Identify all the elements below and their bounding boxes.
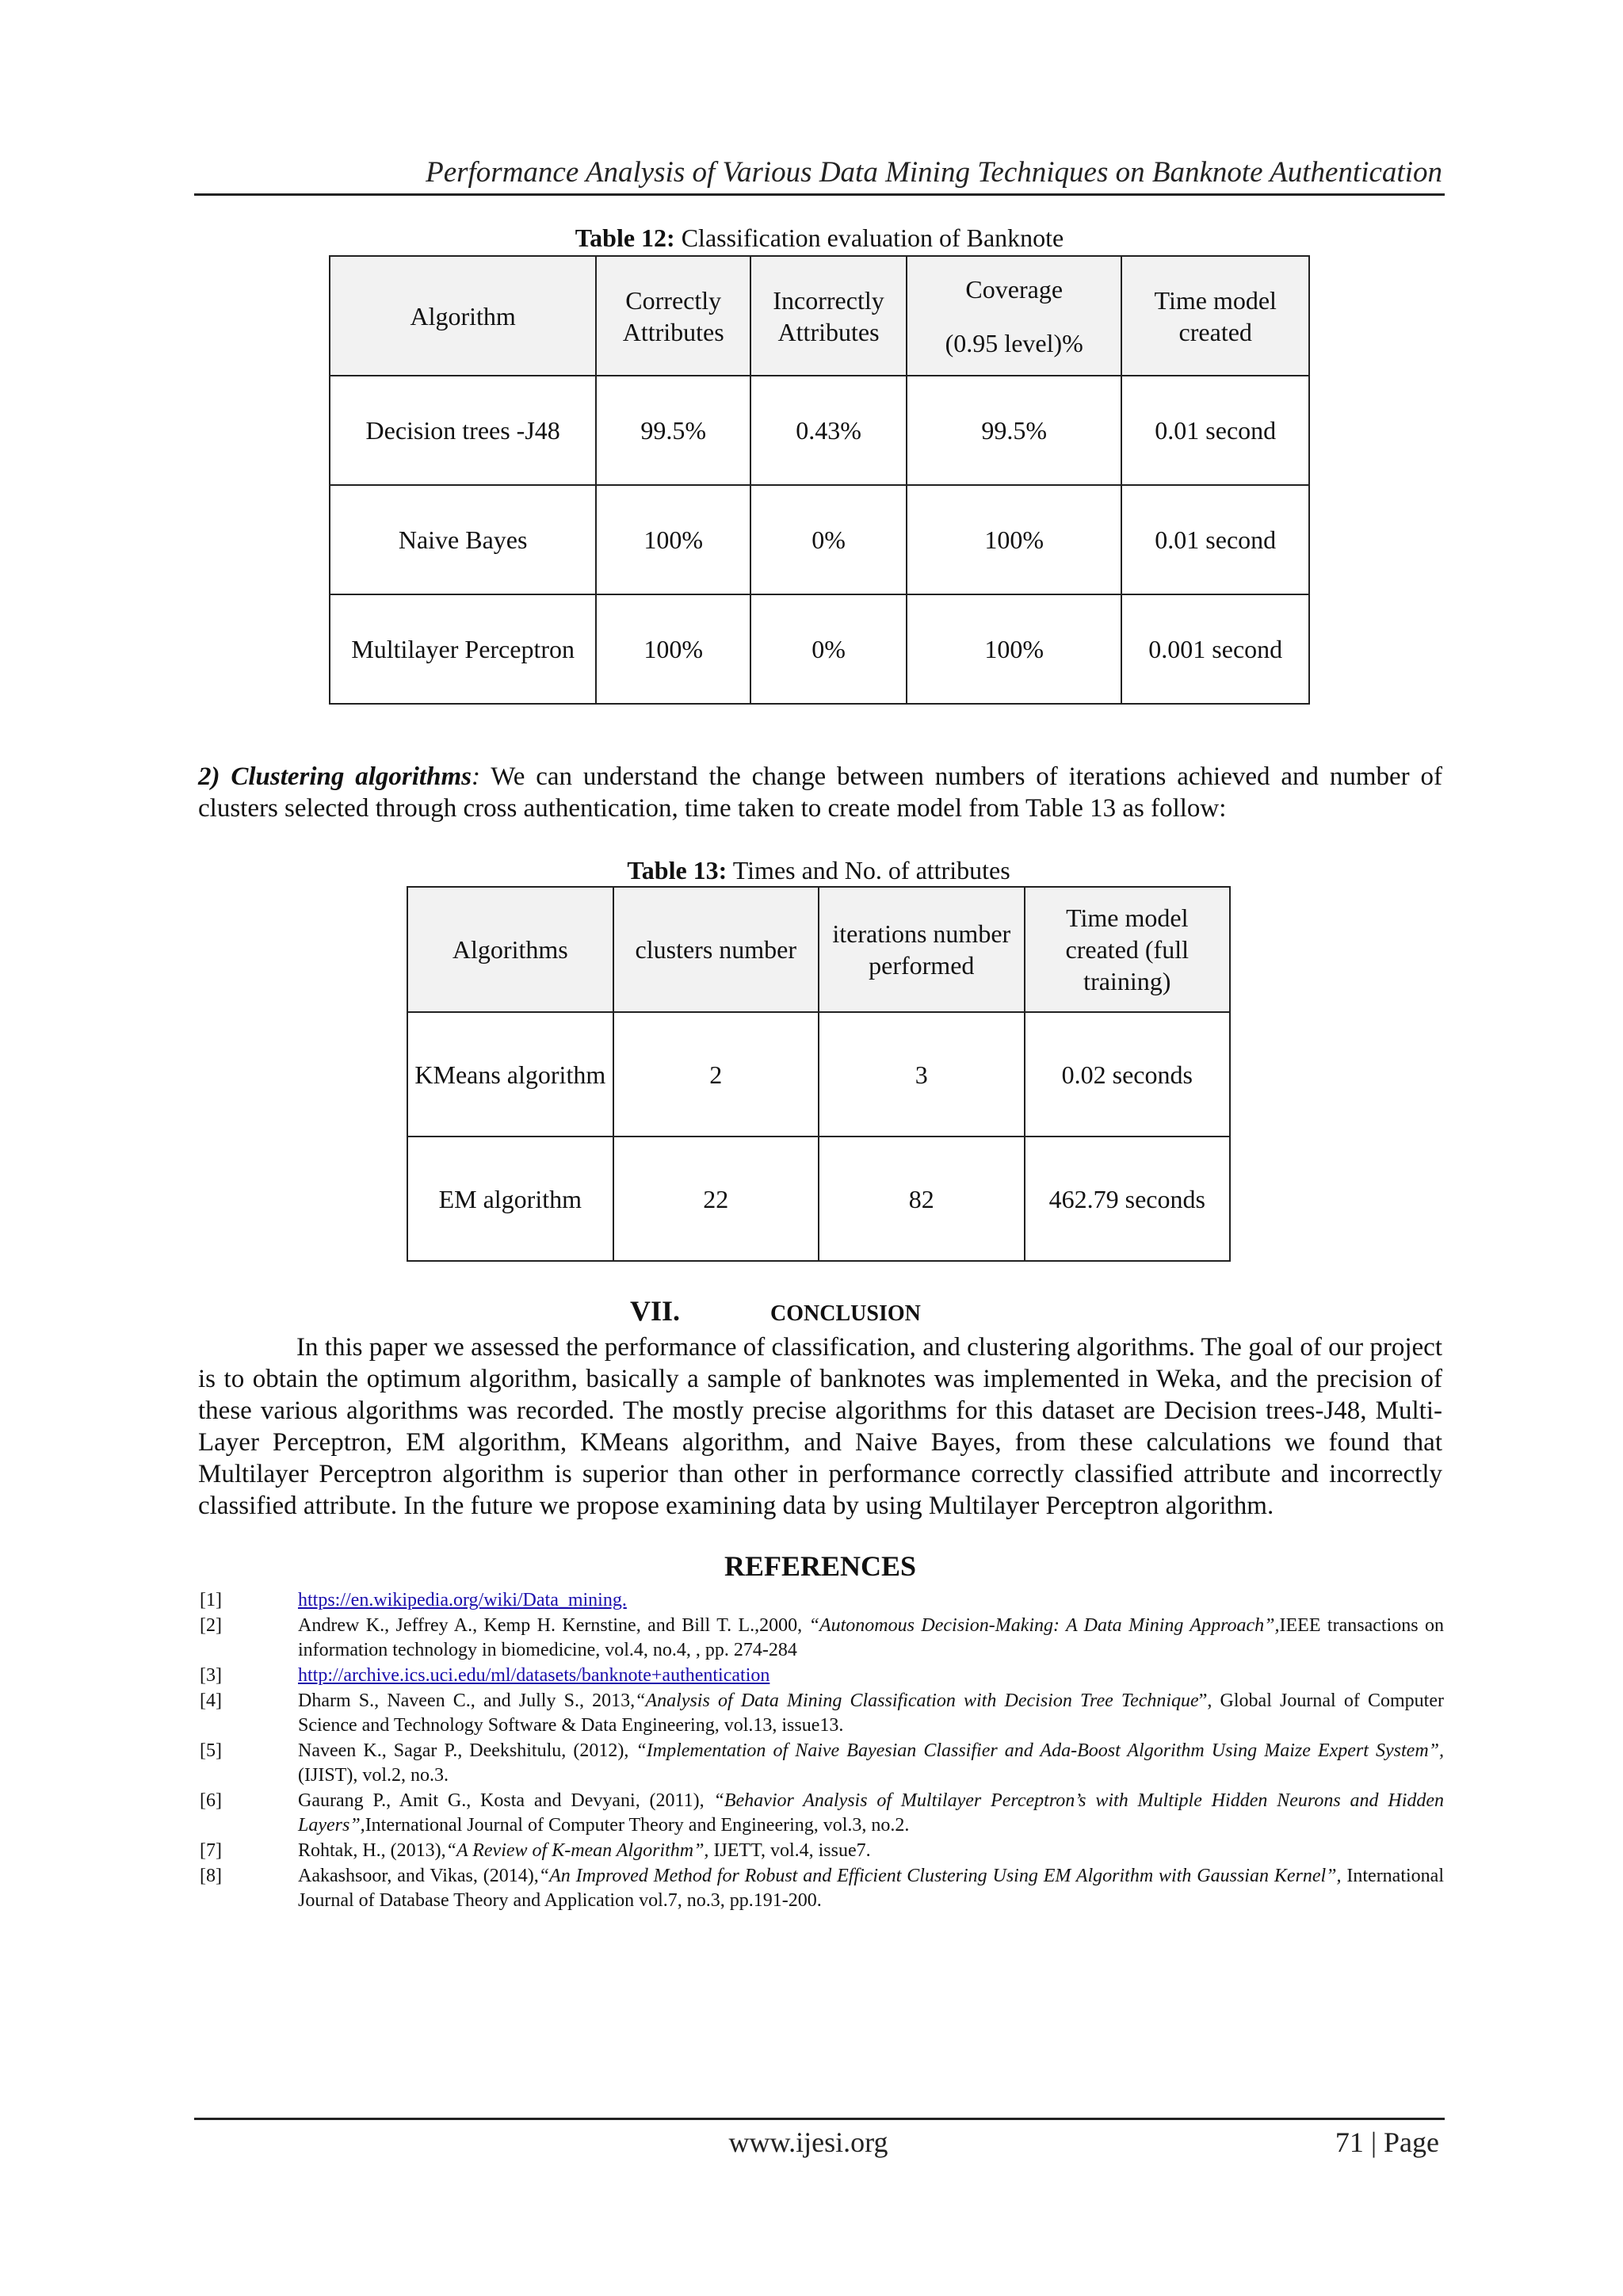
table12-cell-time: 0.001 second	[1121, 594, 1309, 704]
table12-header-incorrectly: Incorrectly Attributes	[750, 256, 907, 376]
table12-caption	[329, 223, 1310, 253]
table-row	[330, 594, 1309, 704]
footer-rule	[194, 2118, 1445, 2120]
reference-number: [6]	[200, 1790, 222, 1811]
conclusion-paragraph: In this paper we assessed the performance of classification, and clustering algorithms. The goal of our project is to obtain the optimum algorithm, basically a sample of banknotes was implemented in Weka, and the precision of these various algorithms was recorded. The mostly precise algorithms for this dataset are Decision trees-J48, Multi-Layer Perceptron, EM algorithm, KMeans algorithm, and Naive Bayes, from these calculations we found that Multilayer Perceptron algorithm is superior than other in performance correctly classified attribute and incorrectly classified attribute. In the future we propose examining data by using Multilayer Perceptron algorithm.	[198, 1333, 1442, 1520]
reference-body: Naveen K., Sagar P., Deekshitulu, (2012), “Implementation of Naive Bayesian Classifier and Ada-Boost Algorithm Using Maize Expert System”, (IJIST), vol.2, no.3.	[298, 1740, 1444, 1786]
table13-cell-clusters: 2	[613, 1012, 819, 1137]
table12-header-correctly: Correctly Attributes	[596, 256, 750, 376]
table13-cell-algorithm: KMeans algorithm	[407, 1012, 613, 1137]
table12-header-coverage	[907, 256, 1122, 376]
table13-header-algorithms: Algorithms	[407, 887, 613, 1012]
table12-header-algorithm: Algorithm	[330, 256, 596, 376]
list-item	[200, 1614, 1444, 1663]
table12-caption-text: Classification evaluation of Banknote	[674, 223, 1064, 252]
references-title: REFERENCES	[724, 1550, 917, 1582]
table13-caption-label: Table 13:	[627, 856, 727, 884]
footer-page-number: 71 | Page	[1335, 2126, 1439, 2158]
table13-cell-time: 462.79 seconds	[1025, 1137, 1230, 1261]
reference-number: [8]	[200, 1866, 222, 1886]
list-item	[200, 1689, 1444, 1738]
table12-cell-coverage: 99.5%	[907, 376, 1122, 485]
clustering-paragraph	[198, 761, 1442, 824]
reference-number: [1]	[200, 1590, 222, 1610]
reference-body: Aakashsoor, and Vikas, (2014),“An Improved Method for Robust and Efficient Clustering Using EM Algorithm with Gaussian Kernel”, International Journal of Database Theory and Application vol.7, no.3, pp.191-200.	[298, 1866, 1444, 1911]
list-item	[200, 1839, 1444, 1863]
table-row	[330, 376, 1309, 485]
table12-cell-incorrectly: 0%	[750, 594, 907, 704]
table12-header-coverage-top: Coverage	[965, 274, 1064, 304]
reference-link[interactable]: http://archive.ics.uci.edu/ml/datasets/banknote+authentication	[298, 1665, 770, 1686]
table13-cell-iterations: 3	[819, 1012, 1025, 1137]
reference-body: Rohtak, H., (2013),“A Review of K-mean Algorithm”, IJETT, vol.4, issue7.	[298, 1840, 871, 1861]
reference-number: [2]	[200, 1615, 222, 1636]
table-row	[330, 485, 1309, 594]
conclusion-heading	[630, 1294, 1106, 1328]
conclusion-title: CONCLUSION	[770, 1301, 921, 1326]
table13-header-iterations: iterations number performed	[819, 887, 1025, 1012]
table13-cell-clusters: 22	[613, 1137, 819, 1261]
table12-header-time: Time model created	[1121, 256, 1309, 376]
table12	[329, 255, 1310, 705]
list-item	[200, 1664, 1444, 1688]
table13-caption	[407, 856, 1231, 885]
table12-cell-correctly: 100%	[596, 485, 750, 594]
table13	[407, 886, 1231, 1262]
reference-body: Gaurang P., Amit G., Kosta and Devyani, (2011), “Behavior Analysis of Multilayer Perceptron’s with Multiple Hidden Neurons and Hidden Layers”,International Journal of Computer Theory and Engineering, vol.3, no.2.	[298, 1790, 1445, 1836]
table12-caption-label: Table 12:	[575, 223, 675, 252]
table12-cell-correctly: 99.5%	[596, 376, 750, 485]
table13-header-row	[407, 887, 1230, 1012]
list-item	[200, 1739, 1444, 1788]
reference-number: [3]	[200, 1665, 222, 1686]
reference-number: [5]	[200, 1740, 222, 1761]
list-item	[200, 1588, 1444, 1613]
table13-header-clusters: clusters number	[613, 887, 819, 1012]
footer-site: www.ijesi.org	[728, 2126, 888, 2158]
table13-cell-time: 0.02 seconds	[1025, 1012, 1230, 1137]
table12-header-coverage-bottom: (0.95 level)%	[945, 328, 1083, 357]
reference-number: [7]	[200, 1840, 222, 1861]
reference-link[interactable]: https://en.wikipedia.org/wiki/Data_mining.	[298, 1590, 627, 1610]
clustering-heading: 2) Clustering algorithms	[198, 762, 472, 791]
table13-caption-text: Times and No. of attributes	[727, 856, 1010, 884]
reference-number: [4]	[200, 1690, 222, 1711]
clustering-colon: :	[471, 762, 480, 791]
table12-cell-incorrectly: 0%	[750, 485, 907, 594]
table12-cell-incorrectly: 0.43%	[750, 376, 907, 485]
table12-cell-coverage: 100%	[907, 594, 1122, 704]
conclusion-number: VII.	[630, 1295, 681, 1327]
table12-cell-time: 0.01 second	[1121, 376, 1309, 485]
table12-cell-correctly: 100%	[596, 594, 750, 704]
references-list	[200, 1588, 1444, 1914]
table12-cell-algorithm: Multilayer Perceptron	[330, 594, 596, 704]
table12-cell-algorithm: Decision trees -J48	[330, 376, 596, 485]
reference-body: Dharm S., Naveen C., and Jully S., 2013,“Analysis of Data Mining Classification with Decision Tree Technique”, Global Journal of Computer Science and Technology Software & Data Engineering, vol.13, issue13.	[298, 1690, 1444, 1736]
table12-cell-algorithm: Naive Bayes	[330, 485, 596, 594]
header-rule	[194, 193, 1445, 196]
table13-cell-iterations: 82	[819, 1137, 1025, 1261]
table-row	[407, 1012, 1230, 1137]
table12-header-row	[330, 256, 1309, 376]
list-item	[200, 1864, 1444, 1913]
table13-cell-algorithm: EM algorithm	[407, 1137, 613, 1261]
table12-cell-time: 0.01 second	[1121, 485, 1309, 594]
table-row	[407, 1137, 1230, 1261]
running-title: Performance Analysis of Various Data Mining Techniques on Banknote Authentication	[426, 156, 1442, 189]
clustering-text: We can understand the change between numbers of iterations achieved and number of clusters selected through cross authentication, time taken to create model from Table 13 as follow:	[198, 762, 1442, 823]
table12-cell-coverage: 100%	[907, 485, 1122, 594]
table13-header-time: Time model created (full training)	[1025, 887, 1230, 1012]
list-item	[200, 1789, 1444, 1838]
reference-body: Andrew K., Jeffrey A., Kemp H. Kernstine, and Bill T. L.,2000, “Autonomous Decision-Making: A Data Mining Approach”,IEEE transactions on information technology in biomedicine, vol.4, no.4, , pp. 274-284	[298, 1615, 1444, 1660]
